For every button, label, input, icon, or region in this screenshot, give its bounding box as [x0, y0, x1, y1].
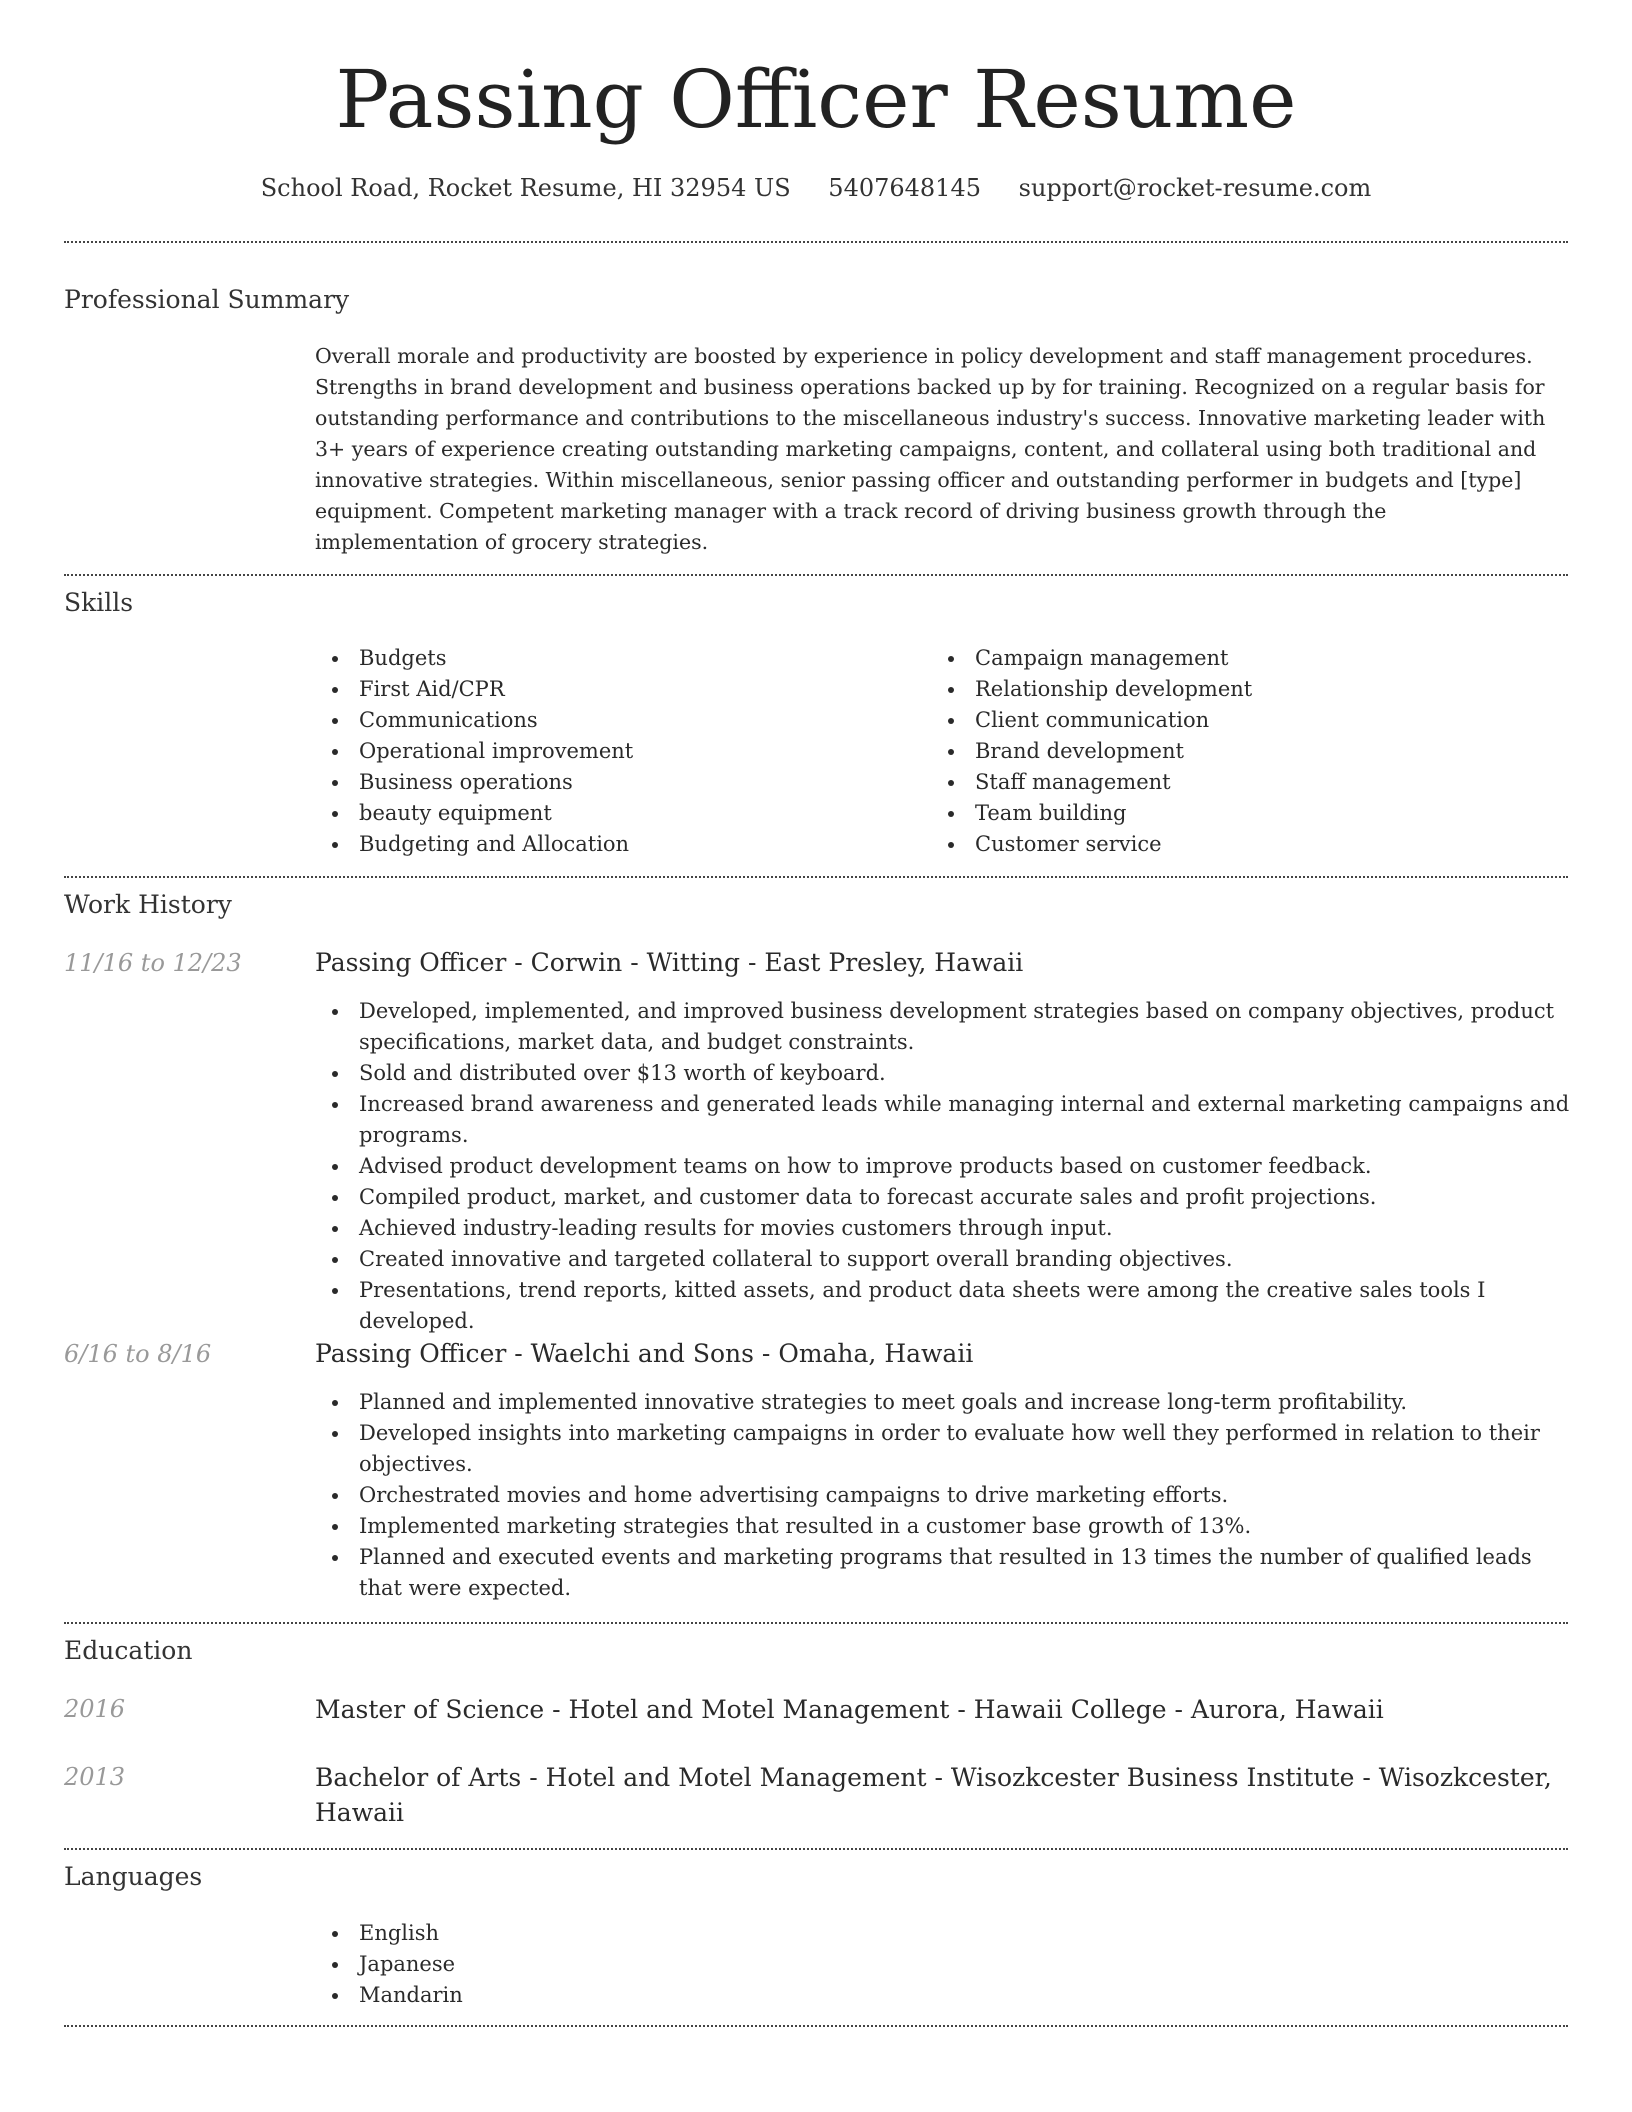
skill-item: Staff management: [931, 767, 1531, 798]
skill-item: beauty equipment: [315, 798, 915, 829]
job-bullet: Developed insights into marketing campaigns in order to evaluate how well they performed in relation to their objectives.: [315, 1418, 1575, 1480]
section-title-skills: Skills: [64, 588, 134, 617]
education-year: 2016: [64, 1695, 126, 1723]
job-bullet: Planned and implemented innovative strategies to meet goals and increase long-term profitability.: [315, 1387, 1575, 1418]
section-title-education: Education: [64, 1636, 193, 1665]
skill-item: Budgets: [315, 643, 915, 674]
skill-item: Business operations: [315, 767, 915, 798]
education-title: Bachelor of Arts - Hotel and Motel Management - Wisozkcester Business Institute - Wisozkcester, Hawaii: [315, 1763, 1552, 1827]
skill-item: Budgeting and Allocation: [315, 829, 915, 860]
resume-title: Passing Officer Resume: [335, 53, 1297, 146]
education-title: Master of Science - Hotel and Motel Management - Hawaii College - Aurora, Hawaii: [315, 1695, 1384, 1724]
job-bullet: Achieved industry-leading results for movies customers through input.: [315, 1213, 1575, 1244]
skill-item: Campaign management: [931, 643, 1531, 674]
divider: [64, 876, 1568, 878]
job-bullet: Compiled product, market, and customer data to forecast accurate sales and profit projections.: [315, 1182, 1575, 1213]
job-bullet: Advised product development teams on how to improve products based on customer feedback.: [315, 1151, 1575, 1182]
job-bullets: [315, 996, 1575, 1337]
divider: [64, 2025, 1568, 2027]
contact-address: School Road, Rocket Resume, HI 32954 US: [260, 174, 791, 202]
job-bullet: Increased brand awareness and generated leads while managing internal and external marketing campaigns and programs.: [315, 1089, 1575, 1151]
education-year: 2013: [64, 1763, 126, 1791]
divider: [64, 574, 1568, 576]
job-bullet: Planned and executed events and marketing programs that resulted in 13 times the number of qualified leads that were expected.: [315, 1542, 1575, 1604]
language-item: English: [315, 1918, 915, 1949]
job-dates: 6/16 to 8/16: [64, 1340, 212, 1368]
divider: [64, 1622, 1568, 1624]
contact-email: support@rocket-resume.com: [1018, 174, 1372, 202]
section-title-languages: Languages: [64, 1862, 203, 1891]
divider: [64, 1848, 1568, 1850]
skill-item: Team building: [931, 798, 1531, 829]
job-bullets: [315, 1387, 1575, 1604]
skill-item: Client communication: [931, 705, 1531, 736]
skills-list-left: [315, 643, 915, 860]
skills-list-right: [931, 643, 1531, 860]
contact-line: [0, 170, 1632, 206]
summary-text: Overall morale and productivity are boosted by experience in policy development and staff management procedures. Strengths in brand development and business operations backed up by for training. Recognized on a regular basis for outstanding performance and contributions to the miscellaneous industry's success. Innovative marketing leader with 3+ years of experience creating outstanding marketing campaigns, content, and collateral using both traditional and innovative strategies. Within miscellaneous, senior passing officer and outstanding performer in budgets and [type] equipment. Competent marketing manager with a track record of driving business growth through the implementation of grocery strategies.: [315, 344, 1546, 554]
job-title: Passing Officer - Corwin - Witting - East Presley, Hawaii: [315, 948, 1024, 977]
skill-item: Customer service: [931, 829, 1531, 860]
skill-item: Operational improvement: [315, 736, 915, 767]
job-bullet: Presentations, trend reports, kitted assets, and product data sheets were among the creative sales tools I developed.: [315, 1275, 1575, 1337]
job-bullet: Orchestrated movies and home advertising campaigns to drive marketing efforts.: [315, 1480, 1575, 1511]
skill-item: First Aid/CPR: [315, 674, 915, 705]
job-title: Passing Officer - Waelchi and Sons - Omaha, Hawaii: [315, 1339, 974, 1368]
section-title-summary: Professional Summary: [64, 285, 350, 314]
job-bullet: Implemented marketing strategies that resulted in a customer base growth of 13%.: [315, 1511, 1575, 1542]
job-bullet: Sold and distributed over $13 worth of keyboard.: [315, 1058, 1575, 1089]
languages-list: [315, 1918, 915, 2011]
contact-phone: 5407648145: [828, 174, 981, 202]
skill-item: Communications: [315, 705, 915, 736]
job-dates: 11/16 to 12/23: [64, 949, 242, 977]
language-item: Mandarin: [315, 1980, 915, 2011]
job-bullet: Created innovative and targeted collateral to support overall branding objectives.: [315, 1244, 1575, 1275]
skill-item: Relationship development: [931, 674, 1531, 705]
section-title-work-history: Work History: [64, 890, 232, 919]
skill-item: Brand development: [931, 736, 1531, 767]
job-bullet: Developed, implemented, and improved business development strategies based on company objectives, product specifications, market data, and budget constraints.: [315, 996, 1575, 1058]
divider: [64, 241, 1568, 243]
language-item: Japanese: [315, 1949, 915, 1980]
